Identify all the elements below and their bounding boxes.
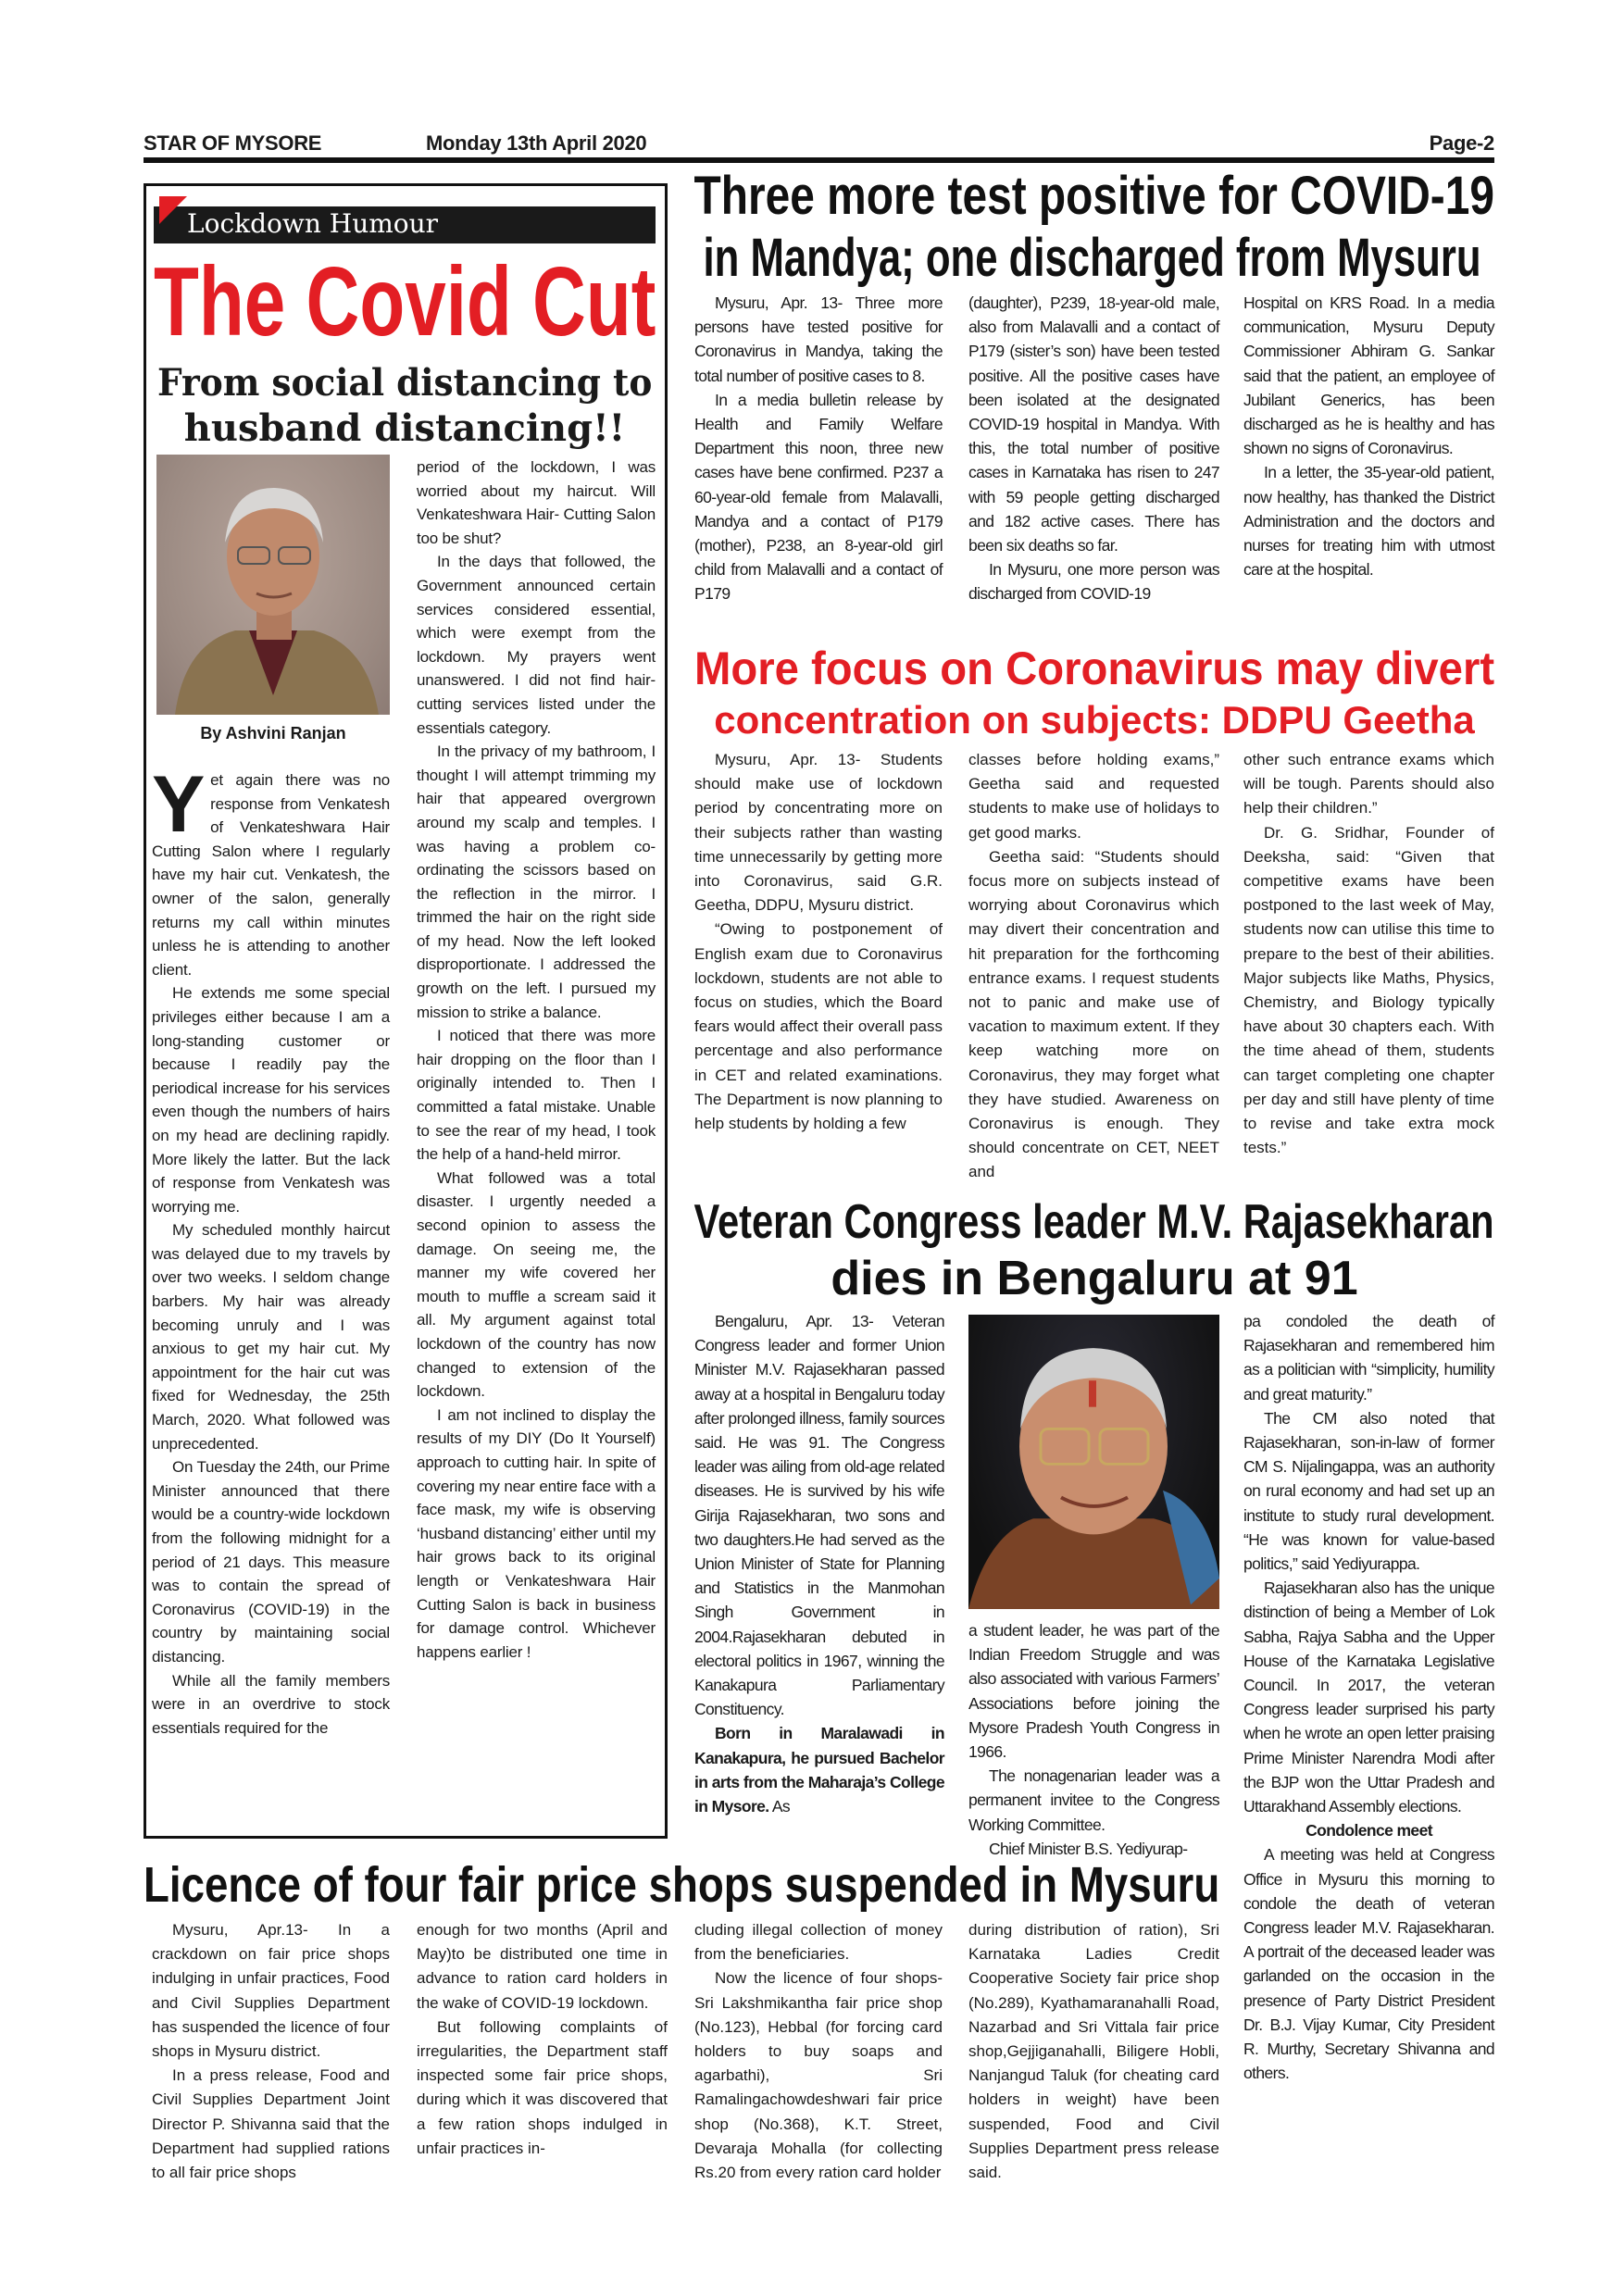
mandya-column-1 xyxy=(694,291,943,606)
article-paragraph: “Owing to postponement of English exam due to Coronavirus lockdown, students are not able to focus on studies, which the Board fears would affect their overall pass percentage and also performance in CET and related examinations. The Department is now planning to help students by holding a few xyxy=(694,920,943,1133)
article-paragraph: a student leader, he was part of the Indian Freedom Struggle and was also associated with various Farmers’ Associations before joining the Mysore Pradesh Youth Congress in 1966. xyxy=(968,1621,1219,1762)
ddpu-column-3 xyxy=(1243,748,1494,1160)
fair-price-column-4 xyxy=(968,1918,1219,2185)
article-paragraph: during distribution of ration), Sri Karnataka Ladies Credit Cooperative Society fair price shop (No.289), Kyathamaranahalli Road, Nazarbad and Sri Vittala fair price shop,Gejjiganahalli, Biligere Hobli, Nanjangud Taluk (for cheating card holders in weight) have been suspended, Food and Civil Supplies Department press release said. xyxy=(968,1921,1219,2182)
article-paragraph: The CM also noted that Rajasekharan, son-in-law of former CM S. Nijalingappa, was an authority on rural economy and had set up an institute to study rural development. “He was known for value-based politics,” said Yediyurappa. xyxy=(1243,1408,1494,1574)
article-paragraph: I am not inclined to display the results of my DIY (Do It Yourself) approach to cutting hair. In spite of covering my near entire face with a face mask, my wife is observing ‘husband distancing’ either until my hair grows back to its original length or Venkateshwara Hair Cutting Salon is back in business for damage control. Whichever happens earlier ! xyxy=(417,1405,656,1661)
rajasekharan-photo xyxy=(968,1315,1219,1609)
humour-subtitle-line1: From social distancing to xyxy=(156,361,653,405)
author-byline: By Ashvini Ranjan xyxy=(200,724,346,742)
article-paragraph: In the days that followed, the Government announced certain services considered essential, which were exempt from the lockdown. My prayers went unanswered. I did not find hair-cutting services listed under the essentials category. xyxy=(417,553,656,737)
ddpu-column-2 xyxy=(968,748,1219,1185)
article-paragraph: While all the family members were in an overdrive to stock essentials required for the xyxy=(152,1671,390,1737)
article-paragraph: other such entrance exams which will be tough. Parents should also help their children.” xyxy=(1243,751,1494,817)
mandya-headline-line1: Three more test positive for COVID-19 xyxy=(693,166,1495,226)
issue-date: Monday 13th April 2020 xyxy=(426,131,647,155)
humour-subtitle-line2: husband distancing!! xyxy=(183,406,626,450)
article-paragraph: In a press release, Food and Civil Supplies Department Joint Director P. Shivanna said that the Department had supplied rations to all fair price shops xyxy=(152,2066,390,2182)
article-paragraph: period of the lockdown, I was worried about my haircut. Will Venkateshwara Hair- Cutting Salon too be shut? xyxy=(417,458,656,547)
article-paragraph: pa condoled the death of Rajasekharan and remembered him as a politician with “simplicity, humility and great maturity.” xyxy=(1243,1312,1494,1404)
article-paragraph: In Mysuru, one more person was discharged from COVID-19 xyxy=(968,560,1219,604)
obituary-headline-line2: dies in Bengaluru at 91 xyxy=(831,1252,1358,1305)
article-paragraph: Geetha said: “Students should focus more on subjects instead of worrying about Coronavirus which may divert their concentration and hit preparation for the forthcoming entrance exams. I request students not to panic and make use of vacation to maximum extent. If they keep watching more on Coronavirus, they may forget what they have studied. Awareness on Coronavirus is enough. They should concentrate on CET, NEET and xyxy=(968,847,1219,1181)
humour-column-1 xyxy=(152,760,390,1740)
article-paragraph: On Tuesday the 24th, our Prime Minister announced that there would be a country-wide lockdown from the following midnight for a period of 21 days. This measure was to contain the spread of Coronavirus (COVID-19) in the country by maintaining social distancing. xyxy=(152,1458,390,1666)
paragraph-text: As xyxy=(768,1797,791,1816)
article-paragraph xyxy=(694,1721,944,1818)
bold-text: Born in Maralawadi in Kanakapura, he pursued Bachelor in arts from the Maharaja’s College in Mysore. xyxy=(694,1724,944,1816)
ddpu-headline-line1: More focus on Coronavirus may divert xyxy=(693,643,1495,694)
humour-first-paragraph: Yet again there was no response from Venkatesh of Venkateshwara Hair Cutting Salon where I regularly have my hair cut. Venkatesh, the owner of the salon, generally returns my call within minutes unless he is attending to another client. xyxy=(152,760,390,979)
humour-column-2 xyxy=(417,455,656,1664)
article-paragraph: Hospital on KRS Road. In a media communication, Mysuru Deputy Commissioner Abhiram G. Sankar said that the patient, an employee of Jubilant Generics, has been discharged as he is healthy and has shown no signs of Coronavirus. xyxy=(1243,293,1494,458)
article-paragraph: Chief Minister B.S. Yediyurap- xyxy=(989,1839,1188,1858)
article-paragraph: cluding illegal collection of money from the beneficiaries. xyxy=(694,1921,943,1964)
article-paragraph: He extends me some special privileges either because I am a long-standing customer or because I readily pay the periodical increase for his services even though the numbers of hairs on my head are declining rapidly. More likely the latter. But the lack of response from Venkatesh was worrying me. xyxy=(152,984,390,1216)
article-paragraph: In a media bulletin release by Health and Family Welfare Department this noon, three new cases have bene confirmed. P237 a 60-year-old female from Malavalli, Mandya and a contact of P179 (mother), P238, an 8-year-old girl child from Malavalli and a contact of P179 xyxy=(694,390,943,604)
mandya-headline-line2: in Mandya; one discharged from Mysuru xyxy=(703,228,1482,288)
article-paragraph: Mysuru, Apr. 13- Students should make use of lockdown period by concentrating more on their subjects rather than wasting time unnecessarily by getting more into Coronavirus, said G.R. Geetha, DDPU, Mysuru district. xyxy=(694,751,943,915)
obituary-column-1 xyxy=(694,1309,944,1818)
page-number: Page-2 xyxy=(1429,131,1494,155)
fair-price-column-2 xyxy=(417,1918,668,2161)
ddpu-column-1 xyxy=(694,748,943,1136)
kicker-label: Lockdown Humour xyxy=(187,208,439,239)
humour-title: The Covid Cut xyxy=(153,247,656,356)
article-paragraph: Bengaluru, Apr. 13- Veteran Congress leader and former Union Minister M.V. Rajasekharan passed away at a hospital in Bengaluru today after prolonged illness, family sources said. He was 91. The Congress leader was ailing from old-age related diseases. He is survived by his wife Girija Rajasekharan, two sons and two daughters.He had served as the Union Minister of State for Planning and Statistics in the Manmohan Singh Government in 2004.Rajasekharan debuted in electoral politics in 1967, winning the Kanakapura Parliamentary Constituency. xyxy=(694,1312,944,1719)
drop-cap: Y xyxy=(152,760,206,849)
ddpu-headline-line2: concentration on subjects: DDPU Geetha xyxy=(714,698,1475,742)
obituary-headline-line1: Veteran Congress leader M.V. Rajasekharan xyxy=(693,1195,1495,1249)
article-paragraph: Mysuru, Apr. 13- Three more persons have tested positive for Coronavirus in Mandya, taking the total number of positive cases to 8. xyxy=(694,293,943,385)
red-corner-mark xyxy=(159,196,187,224)
article-paragraph: enough for two months (April and May)to be distributed one time in advance to ration card holders in the wake of COVID-19 lockdown. xyxy=(417,1921,668,2012)
author-photo xyxy=(156,455,390,715)
article-paragraph: The nonagenarian leader was a permanent invitee to the Congress Working Committee. xyxy=(968,1766,1219,1834)
obituary-column-2 xyxy=(968,1618,1219,1861)
article-paragraph: What followed was a total disaster. I urgently needed a second opinion to assess the damage. On seeing me, the manner my wife covered her mouth to muffle a scream said it all. My argument against total lockdown of the country has now changed to extension of the lockdown. xyxy=(417,1168,656,1401)
article-paragraph: (daughter), P239, 18-year-old male, also from Malavalli and a contact of P179 (sister’s son) have been tested positive. All the positive cases have been isolated at the designated COVID-19 hospital in Mandya. With this, the total number of positive cases in Karnataka has risen to 247 with 59 people getting discharged and 182 active cases. There has been six deaths so far. xyxy=(968,293,1219,555)
mandya-column-3 xyxy=(1243,291,1494,581)
article-subheading: Condolence meet xyxy=(1305,1821,1432,1841)
article-paragraph: Now the licence of four shops-Sri Lakshmikantha fair price shop (No.123), Hebbal (for forcing card holders to buy soaps and agarbathi), Sri Ramalingachowdeshwari fair price shop (No.368), K.T. Street, Devaraja Mohalla (for collecting Rs.20 from every ration card holder xyxy=(694,1969,943,2182)
obituary-column-3 xyxy=(1243,1309,1494,2086)
article-paragraph: Rajasekharan also has the unique distinction of being a Member of Lok Sabha, Rajya Sabha and the Upper House of the Karnataka Legislative Council. In 2017, the veteran Congress leader surprised his party when he wrote an open letter praising Prime Minister Narendra Modi after the BJP won the Uttar Pradesh and Uttarakhand Assembly elections. xyxy=(1243,1578,1494,1816)
article-paragraph: My scheduled monthly haircut was delayed due to my travels by over two weeks. I seldom change barbers. My hair was already becoming unruly and I was anxious to get my hair cut. My appointment for the hair cut was fixed for Wednesday, the 25th March, 2020. What followed was unprecedented. xyxy=(152,1221,390,1453)
mandya-column-2 xyxy=(968,291,1219,606)
article-paragraph: In the privacy of my bathroom, I thought I will attempt trimming my hair that appeared overgrown around my scalp and temples. I was having a problem co-ordinating the scissors based on the reflection in the mirror. I trimmed the hair on the right side of my head. Now the left looked disproportionate. I addressed the growth on the left. I pursued my mission to strike a balance. xyxy=(417,742,656,1021)
header-rule xyxy=(144,157,1494,163)
fair-price-column-1 xyxy=(152,1918,390,2185)
rajasekharan-portrait-icon xyxy=(968,1315,1219,1609)
article-paragraph: A meeting was held at Congress Office in Mysuru this morning to condole the death of veteran Congress leader M.V. Rajasekharan. A portrait of the deceased leader was garlanded on the occasion in the presence of Party District President Dr. B.J. Vijay Kumar, City President R. Murthy, Secretary Shivanna and others. xyxy=(1243,1845,1494,2083)
article-paragraph: classes before holding exams,” Geetha said and requested students to make use of holidays to get good marks. xyxy=(968,751,1219,842)
fair-price-headline: Licence of four fair price shops suspended in Mysuru xyxy=(144,1857,1220,1913)
article-paragraph: Dr. G. Sridhar, Founder of Deeksha, said: “Given that competitive exams have been postponed to the last week of May, students now can utilise this time to prepare to the best of their abilities. Major subjects like Maths, Physics, Chemistry, and Biology typically have about 30 chapters each. With the time ahead of them, students can target completing one chapter per day and still have plenty of time to revise and take extra mock tests.” xyxy=(1243,823,1494,1157)
newspaper-name: STAR OF MYSORE xyxy=(144,131,322,155)
article-paragraph: I noticed that there was more hair dropping on the floor than I originally intended to. Then I committed a fatal mistake. Unable to see the rear of my head, I took the help of a hand-held mirror. xyxy=(417,1027,656,1164)
article-paragraph: Mysuru, Apr.13- In a crackdown on fair price shops indulging in unfair practices, Food and Civil Supplies Department has suspended the licence of four shops in Mysuru district. xyxy=(152,1921,390,2061)
article-paragraph: But following complaints of irregularities, the Department staff inspected some fair price shops, during which it was discovered that a few ration shops indulged in unfair practices in- xyxy=(417,2017,668,2157)
article-paragraph: In a letter, the 35-year-old patient, now healthy, has thanked the District Administration and the doctors and nurses for treating him with utmost care at the hospital. xyxy=(1243,463,1494,580)
fair-price-column-3 xyxy=(694,1918,943,2185)
author-portrait-icon xyxy=(156,455,390,715)
